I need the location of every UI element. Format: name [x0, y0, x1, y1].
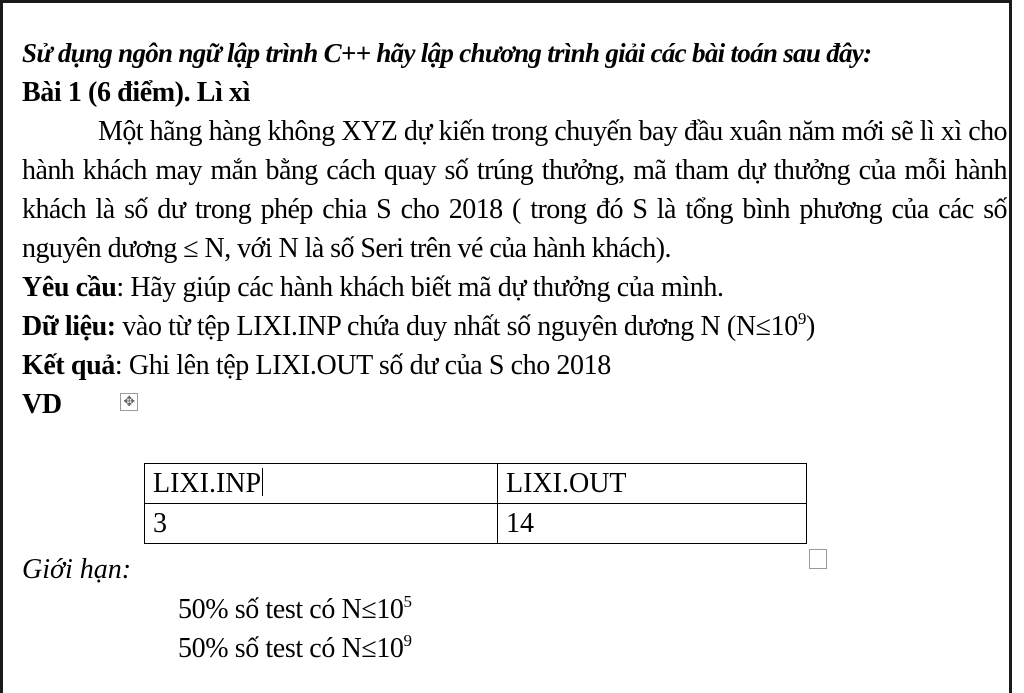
limit-item-1: 50% số test có $N\le 10^5$ — [178, 592, 412, 625]
output-label: Kết quả — [22, 350, 115, 381]
document-body — [22, 34, 1007, 424]
intro-heading: Sử dụng ngôn ngữ lập trình C++ hãy lập chương trình giải các bài toán sau đây: — [22, 38, 872, 68]
requirement-text: : Hãy giúp các hành khách biết mã dự thưởng của mình. — [116, 272, 724, 303]
statement-text: Một hãng hàng không XYZ dự kiến trong chuyến bay đầu xuân năm mới sẽ lì xì cho hành khách may mắn bằng cách quay số trúng thưởng, mã tham dự thưởng của mỗi hành khách là số dư trong phép chia S cho 2018 ( trong đó S là tổng bình phương của các số nguyên dương ≤ N, với N là số Seri trên vé của hành khách). — [22, 116, 1007, 264]
problem-title: Bài 1 (6 điểm). Lì xì — [22, 77, 251, 108]
output-text: : Ghi lên tệp LIXI.OUT số dư của S cho 2018 — [114, 350, 611, 381]
problem-statement — [22, 112, 1007, 268]
input-text: vào từ tệp LIXI.INP chứa duy nhất số nguyên dương N (N≤10 — [115, 311, 798, 342]
example-label-row — [22, 385, 1007, 424]
text-cursor — [262, 468, 263, 496]
example-label: VD — [22, 389, 62, 420]
limit-exponent-1: 5 — [403, 592, 412, 611]
table-resize-handle[interactable] — [809, 549, 827, 569]
table-header-row — [145, 464, 807, 504]
input-suffix: ) — [805, 311, 815, 342]
table-move-handle-icon[interactable]: ✥ — [120, 393, 138, 411]
table-row — [145, 504, 807, 544]
limit-item-2: 50% số test có $N\le 10^9$ — [178, 631, 412, 664]
limits-label: Giới hạn: — [22, 554, 132, 585]
output-line — [22, 346, 1007, 385]
table-cell-output-value[interactable]: 14 — [498, 504, 807, 544]
requirement-label: Yêu cầu — [22, 272, 117, 303]
table-cell-output-header[interactable]: LIXI.OUT — [498, 464, 807, 504]
requirement-line — [22, 268, 1007, 307]
input-line — [22, 307, 1007, 346]
limit-exponent-2: 9 — [403, 631, 412, 650]
table-cell-input-value[interactable]: 3 — [145, 504, 498, 544]
example-table — [144, 463, 807, 544]
input-exponent: 9 — [797, 309, 806, 328]
table-cell-input-header[interactable]: LIXI.INP — [145, 464, 498, 504]
input-label: Dữ liệu: — [22, 311, 116, 342]
